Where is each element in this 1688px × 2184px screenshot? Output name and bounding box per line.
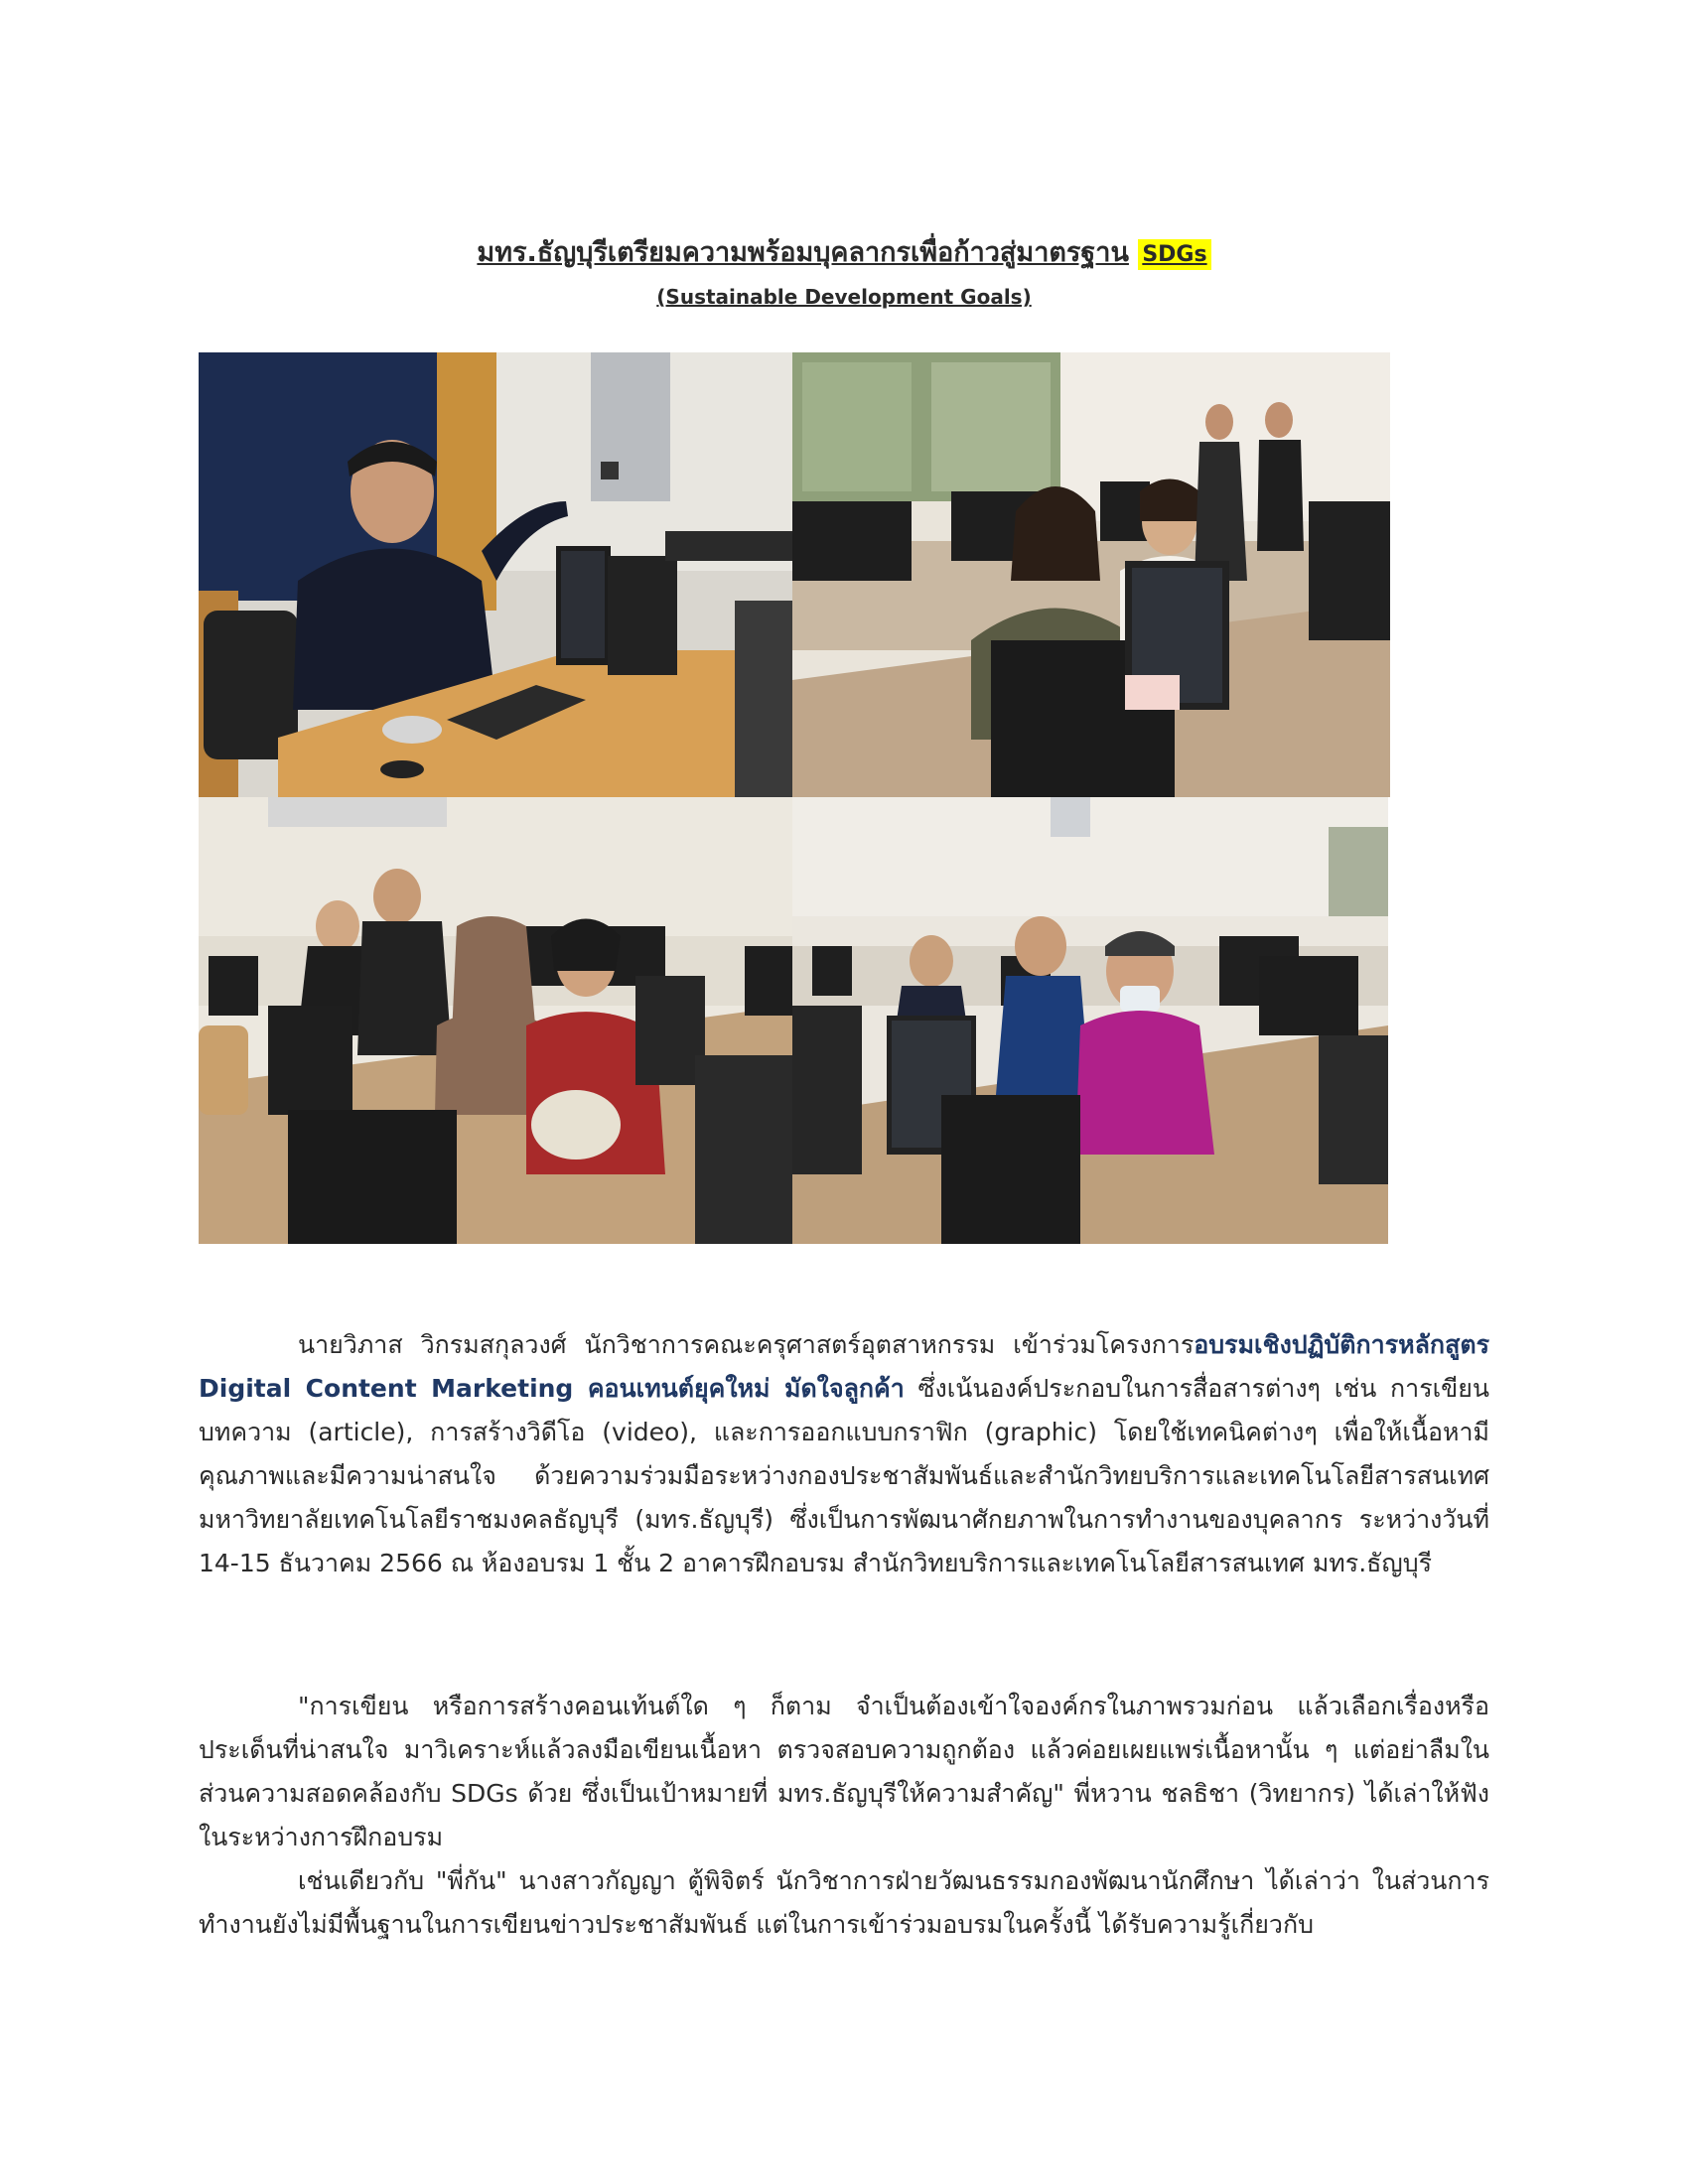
article-paragraph-2: [199, 1685, 1489, 1859]
photo-participants-smiling: [792, 352, 1390, 797]
speaker-quote: "การเขียน หรือการสร้างคอนเท้นต์ใด ๆ ก็ตาม จำเป็นต้องเข้าใจองค์กรในภาพรวมก่อน แล้วเลือกเรื่องหรือประเด็นที่น่าสนใจ มาวิเคราะห์แล้วลงมือเขียนเนื้อหา ตรวจสอบความถูกต้อง แล้วค่อยเผยแพร่เนื้อหานั้น ๆ แต่อย่าลืมในส่วนความสอดคล้องกับ SDGs ด้วย ซึ่งเป็นเป้าหมายที่ มทร.ธัญบุรีให้ความสำคัญ" พี่หวาน ชลธิชา (วิทยากร) ได้เล่าให้ฟังในระหว่างการฝึกอบรม: [199, 1692, 1489, 1851]
photo-participants-workstations: [199, 797, 792, 1244]
article-paragraph-3: [199, 1859, 1489, 1947]
headline-highlight: SDGs: [1138, 239, 1210, 270]
photo-instructor: [199, 352, 792, 797]
paragraph-1-lead: นายวิภาส วิกรมสกุลวงศ์ นักวิชาการคณะครุศาสตร์อุตสาหกรรม เข้าร่วมโครงการ: [298, 1330, 1195, 1359]
photo-participants-training: [792, 797, 1388, 1244]
training-program-name: อบรมเชิงปฏิบัติการหลักสูตร Digital Content Marketing คอนเทนต์ยุคใหม่ มัดใจลูกค้า: [199, 1330, 1489, 1403]
participant-account: เช่นเดียวกับ "พี่กัน" นางสาวกัญญา ตู้พิจิตร์ นักวิชาการฝ่ายวัฒนธรรมกองพัฒนานักศึกษา ได้เล่าว่า ในส่วนการทำงานยังไม่มีพื้นฐานในการเขียนข่าวประชาสัมพันธ์ แต่ในการเข้าร่วมอบรมในครั้งนี้ ได้รับความรู้เกี่ยวกับ: [199, 1866, 1489, 1939]
headline-text: มทร.ธัญบุรีเตรียมความพร้อมบุคลากรเพื่อก้าวสู่มาตรฐาน: [477, 237, 1129, 268]
photo-collage: [199, 352, 1390, 1244]
headline-subtitle: (Sustainable Development Goals): [656, 285, 1032, 309]
paragraph-1-rest: ซึ่งเน้นองค์ประกอบในการสื่อสารต่างๆ เช่น การเขียนบทความ (article), การสร้างวิดีโอ (video), และการออกแบบกราฟิก (graphic) โดยใช้เทคนิคต่างๆ เพื่อให้เนื้อหามีคุณภาพและมีความน่าสนใจ ด้วยความร่วมมือระหว่างกองประชาสัมพันธ์และสำนักวิทยบริการและเทคโนโลยีสารสนเทศ มหาวิทยาลัยเทคโนโลยีราชมงคลธัญบุรี (มทร.ธัญบุรี) ซึ่งเป็นการพัฒนาศักยภาพในการทำงานของบุคลากร ระหว่างวันที่ 14-15 ธันวาคม 2566 ณ ห้องอบรม 1 ชั้น 2 อาคารฝึกอบรม สำนักวิทยบริการและเทคโนโลยีสารสนเทศ มทร.ธัญบุรี: [199, 1374, 1489, 1577]
article-paragraph-1: [199, 1323, 1489, 1585]
headline: [0, 230, 1688, 273]
